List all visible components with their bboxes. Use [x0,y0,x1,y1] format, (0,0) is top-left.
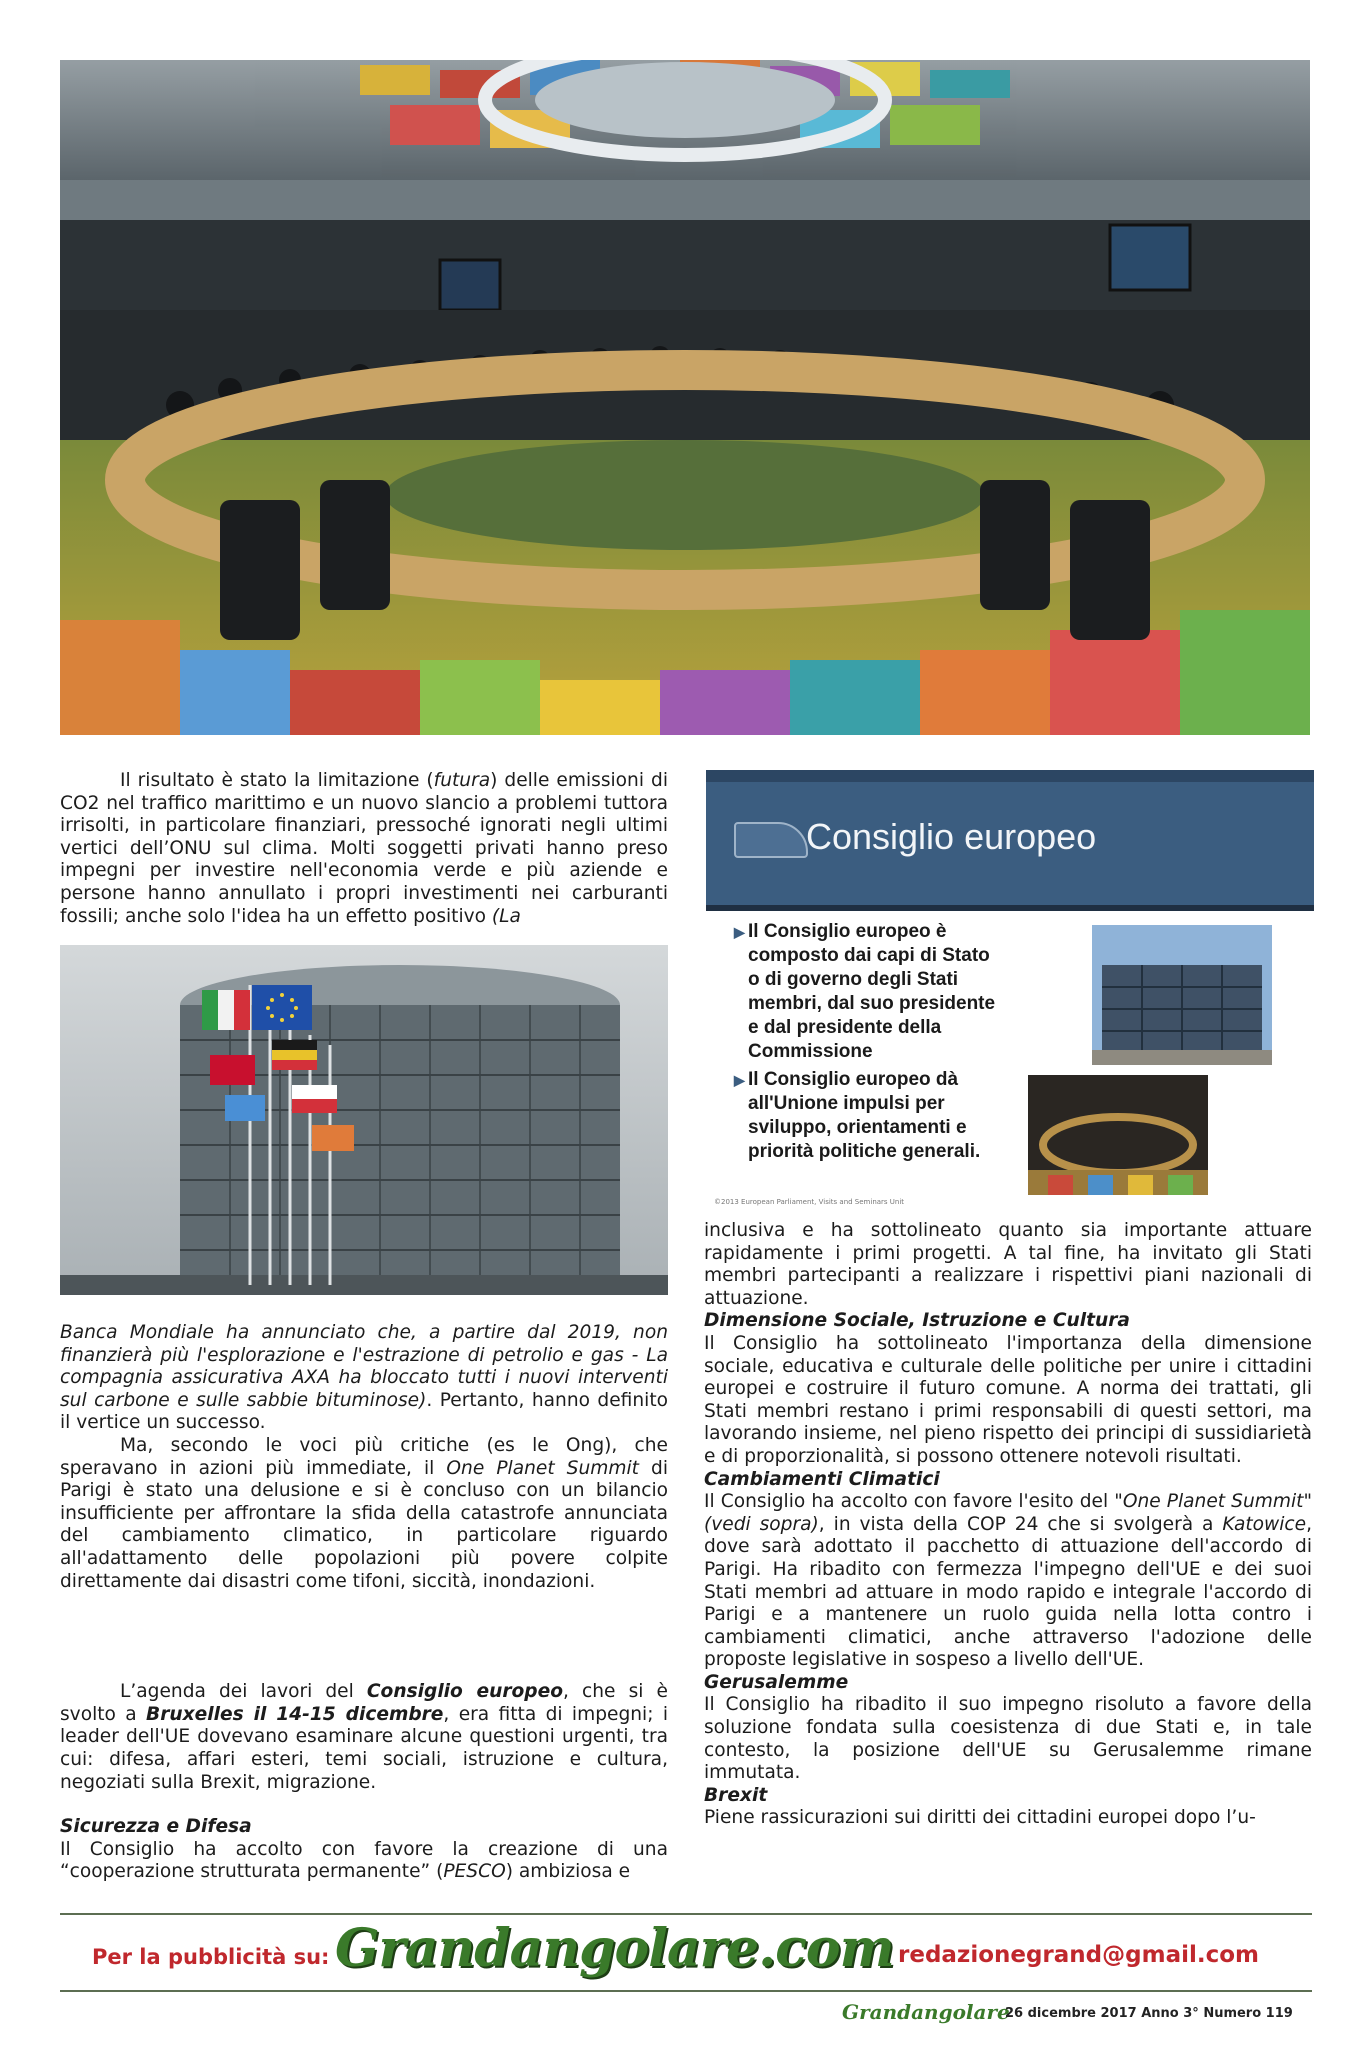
right-column [704,1220,1312,1830]
heading-gerusalemme: Gerusalemme [704,1671,849,1693]
footer-rule-top [60,1913,1312,1915]
paragraph-agenda: L’agenda dei lavori del Consiglio europeo, che si è svolto a Bruxelles il 14-15 dicembre, era fitta di impegni; i leader dell'UE dovevano esaminare alcune questioni urgenti, tra cui: difesa, affari esteri, temi sociali, istruzione e cultura, negoziati sulla Brexit, migrazione. [60,1681,668,1793]
paragraph-pesco: Il Consiglio ha accolto con favore la creazione di una “cooperazione strutturata permanente” (PESCO) ambiziosa e [60,1838,668,1883]
slide-bullets [734,920,1004,1164]
issue-info: 26 dicembre 2017 Anno 3° Numero 119 [1005,2006,1293,2021]
left-column-top [60,770,668,928]
slide-bullet-1: Il Consiglio europeo è composto dai capi di Stato o di governo degli Stati membri, dal suo presidente e dal presidente della Commissione [748,921,996,1062]
footer-rule-bottom [60,1990,1312,1992]
slide-bullet-2: Il Consiglio europeo dà all'Unione impulsi per sviluppo, orientamenti e priorità politiche generali. [748,1069,981,1162]
eu-parliament-photo [60,945,668,1295]
heading-sicurezza-difesa: Sicurezza e Difesa [60,1816,252,1838]
brand-logo[interactable]: Grandangolare.com [335,1918,894,1979]
paragraph-cambiamenti-climatici: Il Consiglio ha accolto con favore l'esito del "One Planet Summit" (vedi sopra), in vista della COP 24 che si svolgerà a Katowice, dove sarà adottato il pacchetto di attuazione dell'accordo di Parigi. Ha ribadito con fermezza l'impegno dell'UE e dei suoi Stati membri ad attuare in modo rapido e integrale l'accordo di Parigi e a mantenere un ruolo guida nella lotta contro i cambiamenti climatici, anche attraverso l'adozione delle proposte legislative in sospeso a livello dell'UE. [704,1491,1312,1671]
heading-cambiamenti-climatici: Cambiamenti Climatici [704,1468,940,1490]
bullet-arrow-icon: ▶ [734,1072,745,1088]
europa-building-photo [1092,925,1272,1065]
paragraph-banca-mondiale: Banca Mondiale ha annunciato che, a partire dal 2019, non finanzierà più l'esplorazione e l'estrazione di petrolio e gas - La compagnia assicurativa AXA ha bloccato tutti i nuovi interventi sul carbone e sulle sabbie bituminose). Pertanto, hanno definito il vertice un successo. [60,1322,668,1434]
bullet-arrow-icon: ▶ [734,924,745,940]
consiglio-slide [706,770,1314,1210]
heading-brexit: Brexit [704,1784,768,1806]
ad-label: Per la pubblicità su: [92,1945,330,1969]
masthead: Grandangolare [842,2000,1010,2024]
email-link[interactable]: redazionegrand@gmail.com [898,1942,1259,1968]
left-column-bottom [60,1322,668,1884]
heading-dimensione-sociale: Dimensione Sociale, Istruzione e Cultura [704,1310,1130,1332]
paragraph-intro: Il risultato è stato la limitazione (futura) delle emissioni di CO2 nel traffico marittimo e un nuovo slancio a problemi tuttora irrisolti, in particolare finanziari, pressoché ignorati negli ultimi vertici dell’ONU sul clima. Molti soggetti privati hanno preso impegni per investire nell'economia verde e più aziende e persone hanno annullato i propri investimenti nei carburanti fossili; anche solo l'idea ha un effetto positivo (La [60,770,668,927]
slide-title: Consiglio europeo [806,816,1097,857]
paragraph-dimensione-sociale: Il Consiglio ha sottolineato l'importanza della dimensione sociale, educativa e culturale delle politiche per unire i cittadini europei e costruire il futuro comune. A norma dei trattati, gli Stati membri restano i primi responsabili di questi settori, ma lavorando insieme, nel pieno rispetto dei principi di sussidiarietà e di proporzionalità, si possono ottenere notevoli risultati. [704,1332,1312,1467]
council-chamber-photo [60,60,1310,735]
slide-credit: ©2013 European Parliament, Visits and Seminars Unit [714,1198,905,1206]
slide-header [706,770,1314,905]
paragraph-gerusalemme: Il Consiglio ha ribadito il suo impegno risoluto a favore della soluzione fondata sulla coesistenza di due Stati e, in tale contesto, la posizione dell'UE su Gerusalemme rimane immutata. [704,1694,1312,1784]
paragraph-brexit: Piene rassicurazioni sui diritti dei cittadini europei dopo l’u- [704,1807,1256,1829]
paragraph-critiche: Ma, secondo le voci più critiche (es le Ong), che speravano in azioni più immediate, il One Planet Summit di Parigi è stato una delusione e si è concluso con un bilancio insufficiente per affrontare la sfida della catastrofe annunciata del cambiamento climatico, in particolare riguardo all'adattamento delle popolazioni più povere colpite direttamente dai disastri come tifoni, siccità, inondazioni. [60,1434,668,1592]
summit-room-photo [1028,1075,1208,1195]
eu-logo-icon [734,822,808,858]
paragraph-pesco-cont: inclusiva e ha sottolineato quanto sia importante attuare rapidamente i primi progetti. A tal fine, ha invitato gli Stati membri partecipanti a realizzare i rispettivi piani nazionali di attuazione. [704,1220,1312,1309]
